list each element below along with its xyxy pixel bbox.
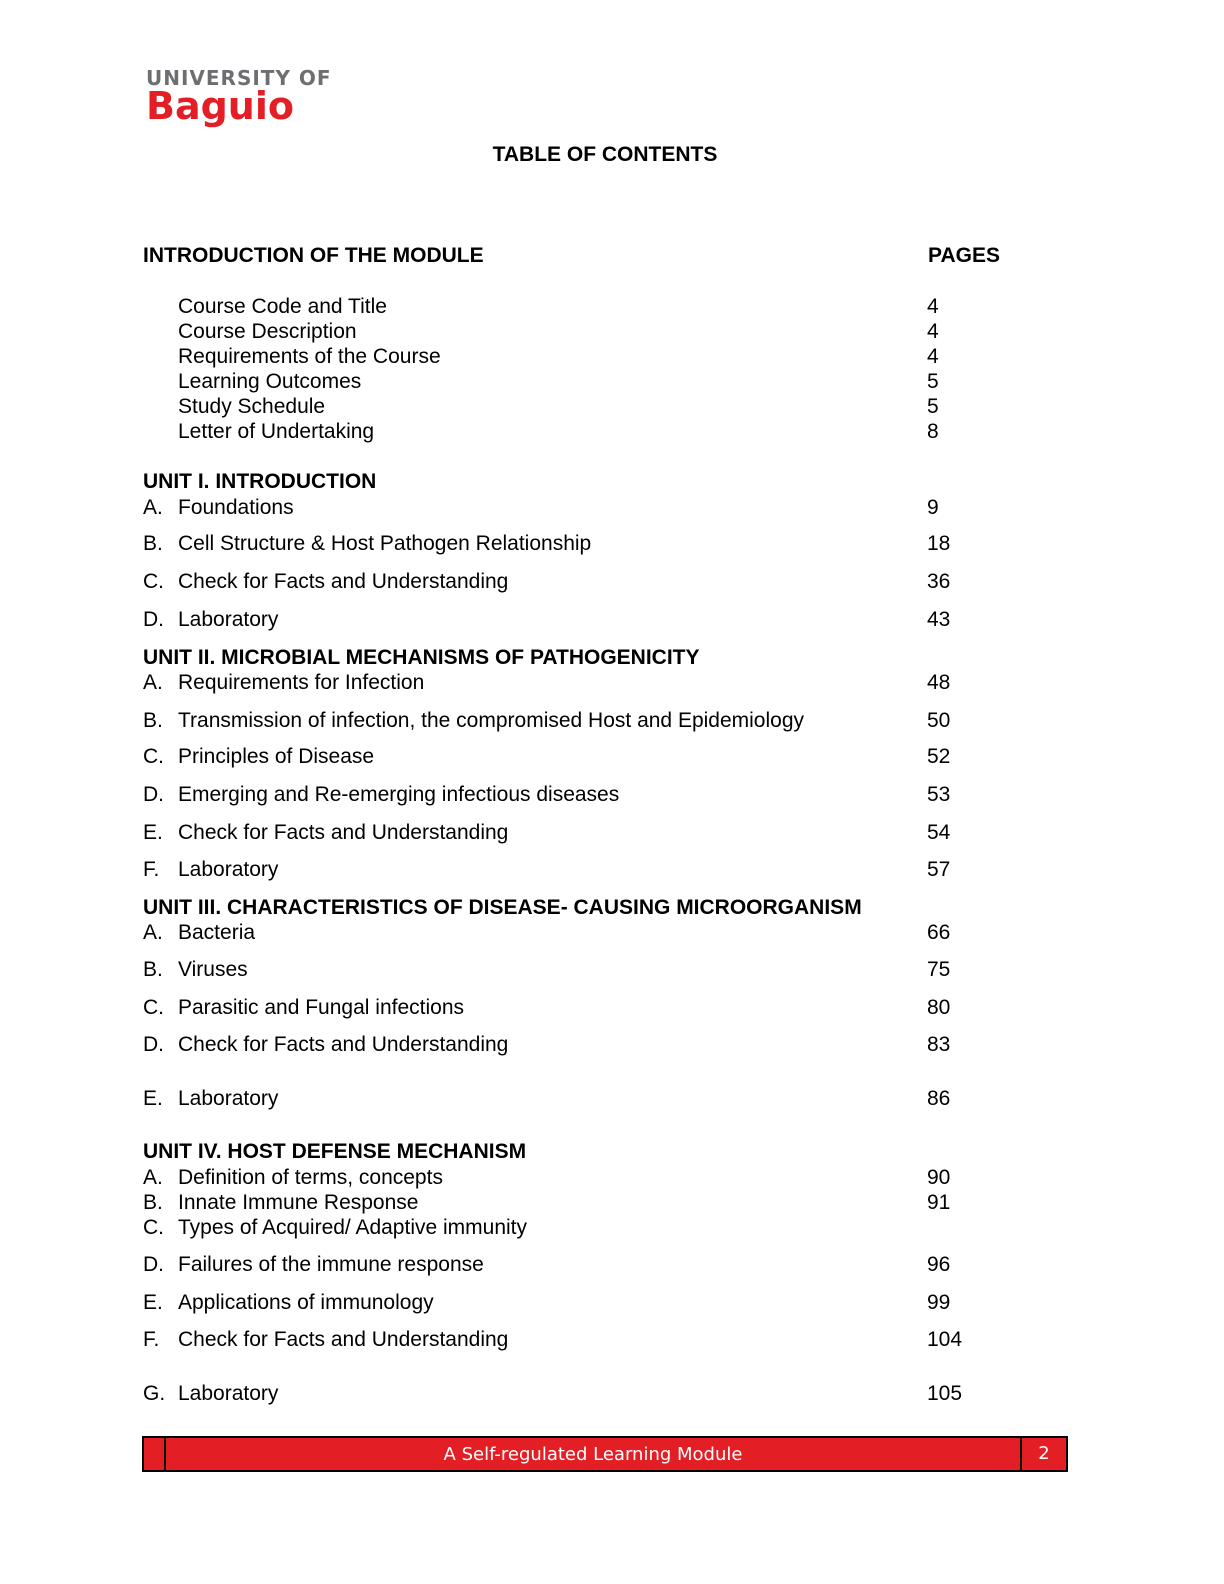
toc-item-page: 36 (927, 570, 951, 593)
toc-item-label: Definition of terms, concepts (178, 1166, 443, 1189)
toc-item-label: Cell Structure & Host Pathogen Relationship (178, 532, 592, 555)
toc-item-page: 86 (927, 1087, 951, 1110)
toc-item-letter: C. (143, 1216, 164, 1239)
toc-item-label: Emerging and Re-emerging infectious diseases (178, 783, 620, 806)
toc-item-page: 48 (927, 671, 951, 694)
toc-item-label: Laboratory (178, 858, 279, 881)
footer-page-number: 2 (1020, 1438, 1066, 1470)
toc-item-page: 4 (927, 345, 939, 368)
toc-item-page: 54 (927, 821, 951, 844)
toc-item-page: 5 (927, 370, 939, 393)
toc-item-letter: E. (143, 1291, 163, 1314)
toc-item-label: Laboratory (178, 1382, 279, 1405)
toc-item-letter: A. (143, 671, 163, 694)
toc-item-letter: B. (143, 1191, 163, 1214)
university-logo (146, 68, 332, 126)
toc-item-letter: D. (143, 783, 164, 806)
unit-heading: UNIT IV. HOST DEFENSE MECHANISM (143, 1140, 527, 1163)
logo-line1: UNIVERSITY OF (146, 66, 332, 90)
toc-item-label: Requirements for Infection (178, 671, 425, 694)
toc-item-letter: B. (143, 532, 163, 555)
toc-item-letter: F. (143, 1328, 160, 1351)
toc-item-label: Check for Facts and Understanding (178, 1328, 509, 1351)
toc-item-page: 83 (927, 1033, 951, 1056)
toc-item-label: Laboratory (178, 1087, 279, 1110)
toc-item-letter: A. (143, 921, 163, 944)
toc-item-label: Bacteria (178, 921, 256, 944)
logo-line2: Baguio (146, 84, 294, 128)
toc-item-label: Study Schedule (178, 395, 326, 418)
toc-item-page: 9 (927, 496, 939, 519)
toc-item-label: Parasitic and Fungal infections (178, 996, 464, 1019)
toc-item-label: Check for Facts and Understanding (178, 821, 509, 844)
toc-item-page: 8 (927, 420, 939, 443)
toc-item-letter: A. (143, 496, 163, 519)
toc-item-label: Transmission of infection, the compromised Host and Epidemiology (178, 709, 805, 732)
toc-item-label: Innate Immune Response (178, 1191, 419, 1214)
toc-item-page: 53 (927, 783, 951, 806)
toc-item-label: Course Description (178, 320, 357, 343)
toc-item-letter: C. (143, 996, 164, 1019)
toc-item-page: 43 (927, 608, 951, 631)
toc-item-label: Learning Outcomes (178, 370, 362, 393)
toc-item-label: Requirements of the Course (178, 345, 441, 368)
toc-item-label: Check for Facts and Understanding (178, 1033, 509, 1056)
toc-item-label: Types of Acquired/ Adaptive immunity (178, 1216, 528, 1239)
toc-item-page: 80 (927, 996, 951, 1019)
toc-item-label: Principles of Disease (178, 745, 375, 768)
toc-item-label: Viruses (178, 958, 248, 981)
unit-heading: UNIT I. INTRODUCTION (143, 470, 377, 493)
toc-item-label: Failures of the immune response (178, 1253, 484, 1276)
toc-item-letter: E. (143, 821, 163, 844)
toc-item-page: 4 (927, 320, 939, 343)
unit-heading: UNIT III. CHARACTERISTICS OF DISEASE- CAUSING MICROORGANISM (143, 896, 862, 919)
footer-text: A Self-regulated Learning Module (443, 1444, 743, 1465)
toc-item-label: Laboratory (178, 608, 279, 631)
toc-item-label: Applications of immunology (178, 1291, 434, 1314)
toc-item-letter: B. (143, 958, 163, 981)
toc-item-letter: C. (143, 745, 164, 768)
footer-left-cell (144, 1438, 166, 1470)
toc-item-letter: D. (143, 1253, 164, 1276)
pages-heading: PAGES (928, 244, 1000, 267)
toc-item-label: Letter of Undertaking (178, 420, 375, 443)
toc-item-letter: G. (143, 1382, 166, 1405)
toc-item-page: 105 (927, 1382, 963, 1405)
page-title: TABLE OF CONTENTS (492, 143, 718, 166)
toc-item-page: 99 (927, 1291, 951, 1314)
toc-item-label: Check for Facts and Understanding (178, 570, 509, 593)
toc-item-letter: D. (143, 1033, 164, 1056)
toc-item-page: 96 (927, 1253, 951, 1276)
toc-item-letter: F. (143, 858, 160, 881)
toc-item-page: 5 (927, 395, 939, 418)
toc-item-page: 104 (927, 1328, 963, 1351)
toc-item-page: 90 (927, 1166, 951, 1189)
unit-heading: UNIT II. MICROBIAL MECHANISMS OF PATHOGENICITY (143, 646, 700, 669)
toc-item-page: 52 (927, 745, 951, 768)
toc-item-page: 4 (927, 295, 939, 318)
footer-bar (142, 1436, 1068, 1472)
toc-item-letter: E. (143, 1087, 163, 1110)
toc-item-letter: A. (143, 1166, 163, 1189)
toc-item-page: 57 (927, 858, 951, 881)
toc-item-label: Course Code and Title (178, 295, 387, 318)
toc-item-letter: C. (143, 570, 164, 593)
toc-item-label: Foundations (178, 496, 294, 519)
toc-item-page: 66 (927, 921, 951, 944)
toc-item-letter: B. (143, 709, 163, 732)
toc-item-letter: D. (143, 608, 164, 631)
toc-item-page: 75 (927, 958, 951, 981)
toc-item-page: 50 (927, 709, 951, 732)
toc-item-page: 18 (927, 532, 951, 555)
intro-heading: INTRODUCTION OF THE MODULE (143, 244, 484, 267)
toc-item-page: 91 (927, 1191, 951, 1214)
